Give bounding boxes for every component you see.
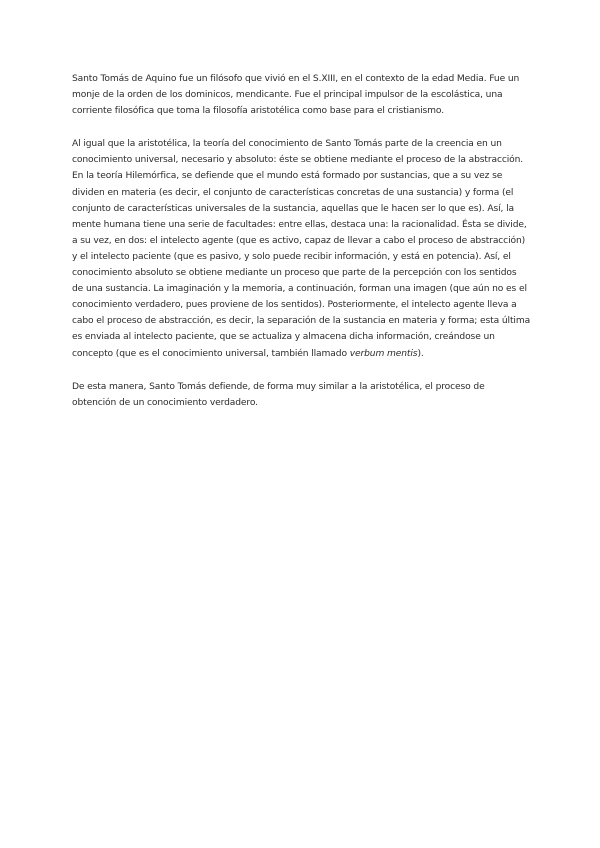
document-page xyxy=(72,71,532,428)
text-line: conocimiento absoluto se obtiene mediante un proceso que parte de la percepción con los sentidos xyxy=(72,268,517,279)
text-line: monje de la orden de los dominicos, mendicante. Fue el principal impulsor de la escolástica, una xyxy=(72,90,503,101)
text-line: En la teoría Hilemórfica, se defiende que el mundo está formado por sustancias, que a su vez se xyxy=(72,171,503,182)
text-line: De esta manera, Santo Tomás defiende, de forma muy similar a la aristotélica, el proceso de xyxy=(72,381,485,392)
paragraph-introduction xyxy=(72,71,532,119)
text-line: mente humana tiene una serie de facultades: entre ellas, destaca una: la racionalidad. Ésta se divide, xyxy=(72,219,527,230)
text-line: a su vez, en dos: el intelecto agente (que es activo, capaz de llevar a cabo el proceso de abstracción) xyxy=(72,235,526,246)
text-line: conocimiento universal, necesario y absoluto: éste se obtiene mediante el proceso de la abstracción. xyxy=(72,155,524,166)
text-line: conjunto de características universales de la sustancia, aquellas que le hacen ser lo que es). Así, la xyxy=(72,203,514,214)
text-line: es enviada al intelecto paciente, que se actualiza y almacena dicha información, creándose un xyxy=(72,332,495,343)
text-line: Al igual que la aristotélica, la teoría del conocimiento de Santo Tomás parte de la creencia en un xyxy=(72,139,502,150)
text-line: corriente filosófica que toma la filosofía aristotélica como base para el cristianismo. xyxy=(72,106,445,117)
text-line: obtención de un conocimiento verdadero. xyxy=(72,397,258,408)
text-line: cabo el proceso de abstracción, es decir, la separación de la sustancia en materia y forma; esta última xyxy=(72,316,531,327)
text-line: conocimiento verdadero, pues proviene de los sentidos). Posteriormente, el intelecto agente lleva a xyxy=(72,300,517,311)
text-line-final xyxy=(72,346,532,362)
text-line: y el intelecto paciente (que es pasivo, y solo puede recibir información, y está en potencia). Así, el xyxy=(72,251,511,262)
italic-term: verbum mentis xyxy=(349,348,418,359)
paragraph-conclusion xyxy=(72,379,532,411)
text-line: dividen en materia (es decir, el conjunto de características concretas de una sustancia) y forma (el xyxy=(72,187,514,198)
text-line: Santo Tomás de Aquino fue un filósofo que vivió en el S.XIII, en el contexto de la edad Media. Fue un xyxy=(72,74,520,84)
paragraph-theory-of-knowledge xyxy=(72,136,532,361)
text-line: de una sustancia. La imaginación y la memoria, a continuación, forman una imagen (que aún no es el xyxy=(72,284,527,295)
text-segment: ). xyxy=(417,348,424,359)
text-segment: concepto (que es el conocimiento universal, también llamado xyxy=(72,348,350,359)
